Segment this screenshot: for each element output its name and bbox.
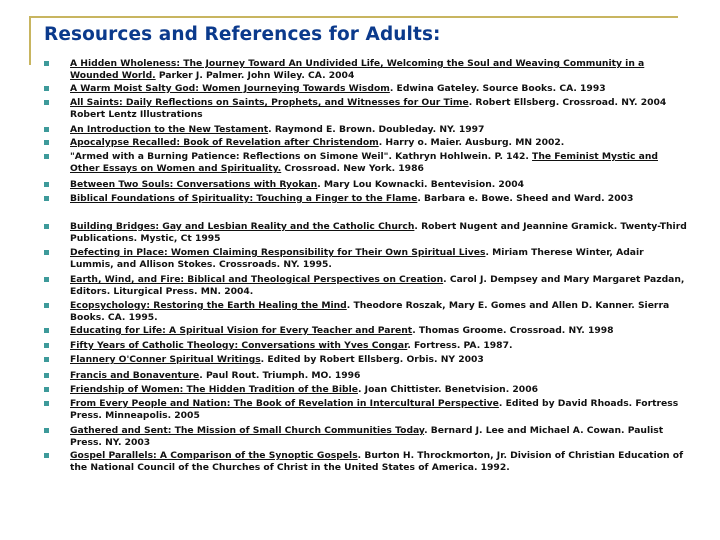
reference-item bbox=[70, 97, 690, 121]
reference-title-link[interactable]: From Every People and Nation: The Book of Revelation in Intercultural Perspective bbox=[70, 398, 499, 409]
reference-details: Parker J. Palmer. John Wiley. CA. 2004 bbox=[155, 70, 355, 81]
reference-item bbox=[70, 354, 690, 366]
reference-details: . Miriam Therese Winter, Adair Lummis, and Allison Stokes. Crossroads. NY. 1995. bbox=[70, 247, 644, 270]
bullet-icon bbox=[44, 343, 49, 348]
reference-item bbox=[70, 179, 690, 191]
reference-title-link[interactable]: Apocalypse Recalled: Book of Revelation after Christendom bbox=[70, 137, 379, 148]
reference-item bbox=[70, 398, 690, 422]
frame-left-border bbox=[29, 16, 31, 65]
reference-details: . Fortress. PA. 1987. bbox=[407, 340, 513, 351]
bullet-icon bbox=[44, 154, 49, 159]
bullet-icon bbox=[44, 303, 49, 308]
reference-details: Crossroad. New York. 1986 bbox=[281, 163, 424, 174]
reference-details: . Mary Lou Kownacki. Bentevision. 2004 bbox=[317, 179, 525, 190]
bullet-icon bbox=[44, 250, 49, 255]
reference-details: . Robert Nugent and Jeannine Gramick. Twenty-Third Publications. Mystic, Ct 1995 bbox=[70, 221, 687, 244]
reference-title-link[interactable]: Gospel Parallels: A Comparison of the Synoptic Gospels bbox=[70, 450, 358, 461]
reference-item bbox=[70, 425, 690, 449]
reference-item bbox=[70, 370, 690, 382]
reference-title-link[interactable]: A Warm Moist Salty God: Women Journeying Towards Wisdom bbox=[70, 83, 390, 94]
reference-item bbox=[70, 193, 690, 205]
bullet-icon bbox=[44, 277, 49, 282]
reference-title-link[interactable]: Friendship of Women: The Hidden Tradition of the Bible bbox=[70, 384, 358, 395]
reference-details: . Joan Chittister. Benetvision. 2006 bbox=[357, 384, 538, 395]
reference-title-link[interactable]: Francis and Bonaventure bbox=[70, 370, 200, 381]
reference-item bbox=[70, 340, 690, 352]
reference-title-link[interactable]: Building Bridges: Gay and Lesbian Reality and the Catholic Church bbox=[70, 221, 415, 232]
reference-details: . Edited by Robert Ellsberg. Orbis. NY 2003 bbox=[260, 354, 484, 365]
reference-title-link[interactable]: Ecopsychology: Restoring the Earth Healing the Mind bbox=[70, 300, 347, 311]
reference-title-link[interactable]: Biblical Foundations of Spirituality: Touching a Finger to the Flame bbox=[70, 193, 418, 204]
reference-item bbox=[70, 300, 690, 324]
slide-title: Resources and References for Adults: bbox=[44, 24, 441, 45]
reference-details: . Bernard J. Lee and Michael A. Cowan. Paulist Press. NY. 2003 bbox=[70, 425, 664, 448]
reference-details: . Burton H. Throckmorton, Jr. Division of Christian Education of the National Council of the Churches of Christ in the United States of America. 1992. bbox=[70, 450, 684, 473]
reference-item bbox=[70, 137, 690, 149]
bullet-icon bbox=[44, 453, 49, 458]
reference-item bbox=[70, 247, 690, 271]
reference-item bbox=[70, 83, 690, 95]
bullet-icon bbox=[44, 401, 49, 406]
frame-top-border bbox=[30, 16, 678, 18]
reference-details: . Robert Ellsberg. Crossroad. NY. 2004 Robert Lentz Illustrations bbox=[70, 97, 667, 120]
reference-title-link[interactable]: An Introduction to the New Testament bbox=[70, 124, 269, 135]
bullet-icon bbox=[44, 328, 49, 333]
bullet-icon bbox=[44, 140, 49, 145]
bullet-icon bbox=[44, 428, 49, 433]
reference-details: . Raymond E. Brown. Doubleday. NY. 1997 bbox=[268, 124, 485, 135]
reference-details: . Theodore Roszak, Mary E. Gomes and Allen D. Kanner. Sierra Books. CA. 1995. bbox=[70, 300, 670, 323]
reference-details: . Barbara e. Bowe. Sheed and Ward. 2003 bbox=[417, 193, 634, 204]
reference-title-link[interactable]: Between Two Souls: Conversations with Ryokan bbox=[70, 179, 318, 190]
reference-item bbox=[70, 221, 690, 245]
bullet-icon bbox=[44, 182, 49, 187]
reference-details: . Paul Rout. Triumph. MO. 1996 bbox=[199, 370, 361, 381]
reference-title-link[interactable]: The Feminist Mystic and Other Essays on Women and Spirituality. bbox=[70, 151, 658, 174]
reference-title-link[interactable]: Educating for Life: A Spiritual Vision for Every Teacher and Parent bbox=[70, 325, 413, 336]
reference-title-link[interactable]: A Hidden Wholeness: The Journey Toward An Undivided Life, Welcoming the Soul and Weaving Community in a Wounded World. bbox=[70, 58, 645, 81]
reference-title-link[interactable]: Defecting in Place: Women Claiming Responsibility for Their Own Spiritual Lives bbox=[70, 247, 486, 258]
reference-details: . Edwina Gateley. Source Books. CA. 1993 bbox=[389, 83, 606, 94]
reference-text: "Armed with a Burning Patience: Reflections on Simone Weil". Kathryn Hohlwein. P. 142. bbox=[70, 151, 533, 162]
reference-details: . Edited by David Rhoads. Fortress Press. Minneapolis. 2005 bbox=[70, 398, 679, 421]
reference-title-link[interactable]: Flannery O'Conner Spiritual Writings bbox=[70, 354, 261, 365]
bullet-icon bbox=[44, 196, 49, 201]
reference-details: . Harry o. Maier. Ausburg. MN 2002. bbox=[378, 137, 565, 148]
reference-item bbox=[70, 325, 690, 337]
reference-item bbox=[70, 274, 690, 298]
bullet-icon bbox=[44, 127, 49, 132]
bullet-icon bbox=[44, 61, 49, 66]
reference-title-link[interactable]: Earth, Wind, and Fire: Biblical and Theological Perspectives on Creation bbox=[70, 274, 444, 285]
reference-item bbox=[70, 450, 690, 474]
reference-details: . Thomas Groome. Crossroad. NY. 1998 bbox=[412, 325, 614, 336]
bullet-icon bbox=[44, 224, 49, 229]
bullet-icon bbox=[44, 100, 49, 105]
reference-item bbox=[70, 151, 690, 175]
reference-details: . Carol J. Dempsey and Mary Margaret Pazdan, Editors. Liturgical Press. MN. 2004. bbox=[70, 274, 685, 297]
bullet-icon bbox=[44, 357, 49, 362]
bullet-icon bbox=[44, 373, 49, 378]
bullet-icon bbox=[44, 387, 49, 392]
reference-title-link[interactable]: Fifty Years of Catholic Theology: Conversations with Yves Congar bbox=[70, 340, 408, 351]
reference-item bbox=[70, 58, 690, 82]
reference-title-link[interactable]: Gathered and Sent: The Mission of Small Church Communities Today bbox=[70, 425, 425, 436]
reference-item bbox=[70, 384, 690, 396]
bullet-icon bbox=[44, 86, 49, 91]
reference-title-link[interactable]: All Saints: Daily Reflections on Saints, Prophets, and Witnesses for Our Time bbox=[70, 97, 469, 108]
reference-item bbox=[70, 124, 690, 136]
